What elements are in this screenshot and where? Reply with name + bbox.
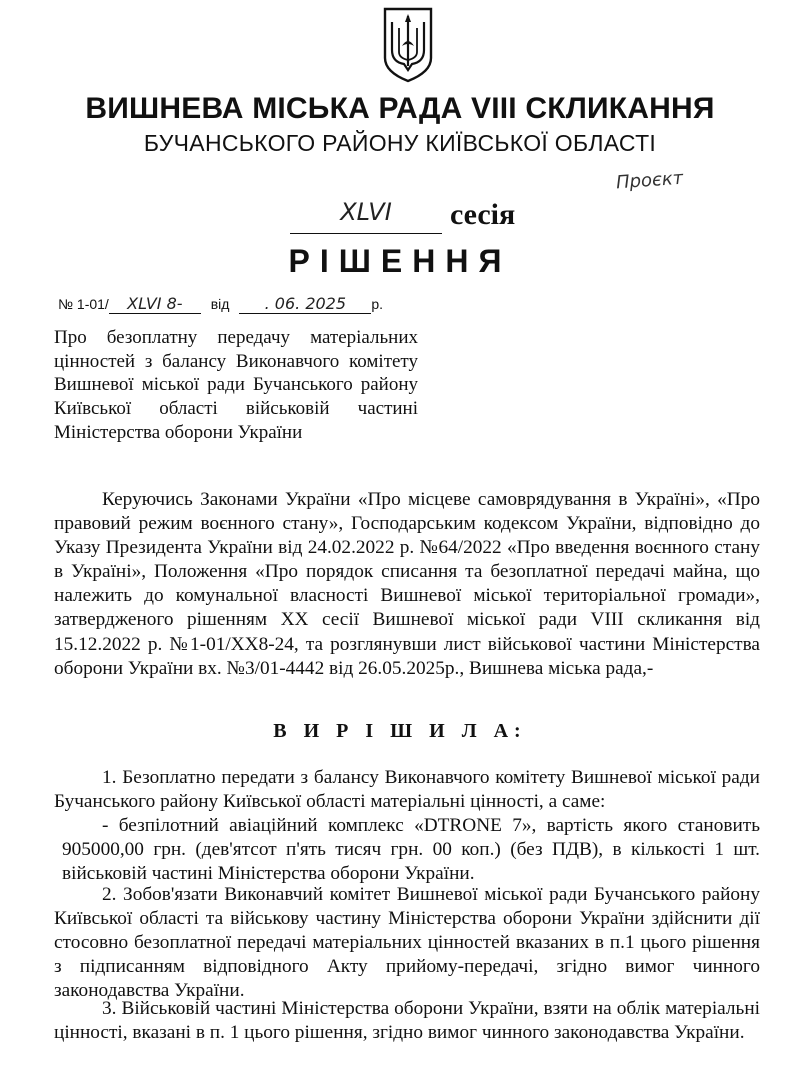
item-1-paragraph: 1. Безоплатно передати з балансу Виконавчого комітету Вишневої міської ради Бучанського району Київської області матеріальні цінності, а саме: — [54, 767, 760, 813]
district-heading: БУЧАНСЬКОГО РАЙОНУ КИЇВСЬКОЇ ОБЛАСТІ — [143, 130, 657, 156]
decision-subject: Про безоплатну передачу матеріальних цінностей з балансу Виконавчого комітету Вишневої міської ради Бучанського району Київської області військовій частині Міністерства оборони України — [54, 327, 418, 443]
decision-number-line — [58, 294, 383, 314]
item-3-paragraph: 3. Військовій частині Міністерства оборони України, взяти на облік матеріальні цінності, вказані в п. 1 цього рішення, згідно вимог чинного законодавства України. — [54, 998, 760, 1044]
item-2-paragraph: 2. Зобов'язати Виконавчий комітет Вишневої міської ради Бучанського району Київської області та військову частину Міністерства оборони України здійснити дії стосовно безоплатної передачі матеріальних цінностей вказаних в п.1 цього рішення з підписанням відповідного Акту прийому-передачі, згідно вимог чинного законодавства України. — [54, 884, 760, 1002]
item-1-detail-paragraph: - безпілотний авіаційний комплекс «DTRONE 7», вартість якого становить 905000,00 грн. (дев'ятсот п'ять тисяч грн. 00 коп.) (без ПДВ), в кількості 1 шт. військовій частині Міністерства оборони України. — [62, 815, 760, 885]
council-name-heading: ВИШНЕВА МІСЬКА РАДА VIII СКЛИКАННЯ — [85, 92, 715, 125]
decision-number-prefix: № 1-01/ — [58, 296, 109, 312]
session-number: XLVI — [340, 198, 392, 226]
coat-of-arms-emblem — [382, 6, 434, 84]
draft-handwritten-mark: Проєкт — [615, 167, 684, 194]
preamble-paragraph: Керуючись Законами України «Про місцеве самоврядування в Україні», «Про правовий режим воєнного стану», Господарським кодексом України, відповідно до Указу Президента України від 24.02.2022 р. №64/2022 «Про введення воєнного стану в Україні», Положення «Про порядок списання та безоплатної передачі майна, що належить до комунальної власності Вишневої міської територіальної громади», затвердженого рішенням XX сесії Вишневої міської ради VIII скликання від 15.12.2022 р. №1-01/ХХ8-24, та розглянувши лист військової частини Міністерства оборони України вх. №3/01-4442 від 26.05.2025р., Вишнева міська рада,- — [54, 489, 760, 679]
decision-number-value: XLVI 8- — [109, 294, 201, 314]
decision-date-value: . 06. 2025 — [239, 294, 371, 314]
session-underline — [290, 233, 442, 234]
resolved-heading: В И Р І Ш И Л А: — [273, 720, 527, 742]
decision-date-label: від — [210, 296, 230, 312]
decision-date-suffix: р. — [371, 296, 384, 312]
document-title: РІШЕННЯ — [288, 243, 512, 279]
session-label: сесія — [450, 198, 516, 231]
